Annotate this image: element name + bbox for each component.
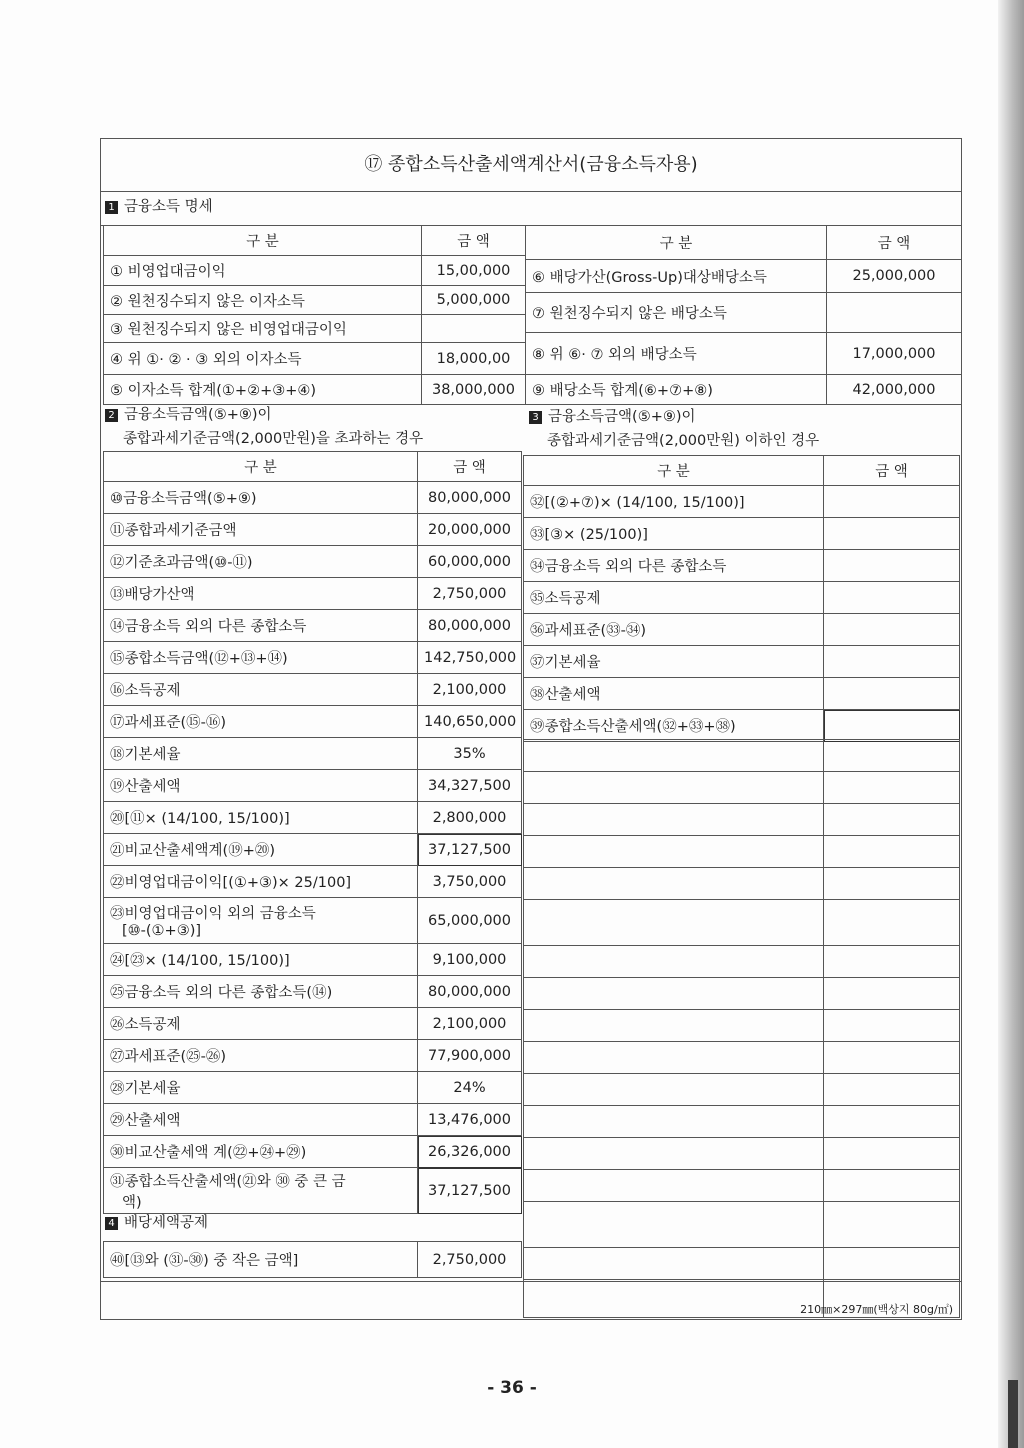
row-label — [524, 710, 824, 742]
blank-cell — [524, 804, 824, 836]
row-label-text: ⑥ 배당가산(Gross-Up)대상배당소득 — [532, 269, 767, 286]
row-amount — [824, 550, 960, 582]
section-4-table — [103, 1241, 522, 1278]
row-amount: 24% — [418, 1072, 522, 1104]
blank-cell — [824, 946, 960, 978]
row-label — [524, 582, 824, 614]
row-amount — [422, 315, 526, 343]
blank-row — [524, 804, 960, 836]
row-amount: 142,750,000 — [418, 642, 522, 674]
row-amount: 35% — [418, 738, 522, 770]
row-amount: 25,000,000 — [827, 260, 962, 293]
row-label — [104, 674, 418, 706]
section-3-line2: 종합과세기준금액(2,000만원) 이하인 경우 — [547, 433, 820, 449]
blank-cell — [524, 772, 824, 804]
section-2-number: 2 — [105, 409, 118, 422]
table-row — [104, 802, 522, 834]
blank-row — [524, 1170, 960, 1202]
row-amount: 15,00,000 — [422, 256, 526, 286]
blank-cell — [824, 1106, 960, 1138]
row-label — [104, 1072, 418, 1104]
table-row — [524, 710, 960, 742]
section-4-header — [105, 1213, 208, 1233]
row-label — [526, 375, 827, 405]
row-label-text: ㉖소득공제 — [110, 1017, 181, 1033]
row-amount — [824, 614, 960, 646]
table-row — [104, 514, 522, 546]
table-row — [524, 550, 960, 582]
table-row — [524, 646, 960, 678]
row-label-text: ㉒비영업대금이익[(①+③)× 25/100] — [110, 875, 352, 891]
section-3-header — [529, 407, 819, 451]
row-label — [104, 1040, 418, 1072]
row-amount: 80,000,000 — [418, 482, 522, 514]
row-amount — [824, 646, 960, 678]
row-label — [104, 375, 422, 405]
row-label — [104, 866, 418, 898]
row-amount: 26,326,000 — [418, 1136, 522, 1168]
table-row — [104, 578, 522, 610]
row-label — [104, 1104, 418, 1136]
row-label — [104, 898, 418, 944]
row-label — [104, 256, 422, 286]
blank-row — [524, 740, 960, 772]
blank-cell — [524, 946, 824, 978]
row-amount — [824, 582, 960, 614]
row-label — [104, 610, 418, 642]
row-amount: 60,000,000 — [418, 546, 522, 578]
blank-cell — [524, 740, 824, 772]
row-amount: 80,000,000 — [418, 976, 522, 1008]
col-header-amount: 금 액 — [827, 226, 962, 260]
section-4-number: 4 — [105, 1217, 118, 1230]
row-label-text: ⑱기본세율 — [110, 747, 181, 763]
table-row — [104, 706, 522, 738]
row-label-text: ⑬배당가산액 — [110, 587, 195, 603]
row-amount: 2,750,000 — [418, 578, 522, 610]
table-row — [104, 1104, 522, 1136]
blank-row — [524, 900, 960, 946]
row-label-text: ⑲산출세액 — [110, 779, 181, 795]
form-title: ⑰ 종합소득산출세액계산서(금융소득자용) — [101, 139, 961, 192]
row-label — [104, 706, 418, 738]
blank-cell — [524, 1248, 824, 1280]
table-row — [524, 582, 960, 614]
row-amount — [824, 678, 960, 710]
row-label-text: ④ 위 ①· ② · ③ 외의 이자소득 — [110, 352, 302, 368]
section-1-number: 1 — [105, 201, 118, 214]
row-label — [104, 343, 422, 375]
row-label: ㊵[⑬와 (㉛-㉚) 중 작은 금액] — [104, 1242, 418, 1278]
blank-cell — [824, 1138, 960, 1170]
row-label — [104, 1168, 418, 1214]
row-label-text: ㊳산출세액 — [530, 687, 601, 703]
row-amount: 9,100,000 — [418, 944, 522, 976]
row-label — [104, 802, 418, 834]
section-1-title: 금융소득 명세 — [124, 199, 213, 215]
tax-calculation-form — [100, 138, 962, 1320]
table-row — [104, 315, 526, 343]
row-label-text: ㉕금융소득 외의 다른 종합소득(⑭) — [110, 985, 333, 1001]
row-amount — [824, 486, 960, 518]
blank-row — [524, 978, 960, 1010]
table-row — [104, 1072, 522, 1104]
blank-cell — [524, 1106, 824, 1138]
col-header-amount: 금 액 — [824, 456, 960, 486]
row-label-text: ⑧ 위 ⑥· ⑦ 외의 배당소득 — [532, 347, 697, 363]
row-amount: 34,327,500 — [418, 770, 522, 802]
col-header-name: 구 분 — [524, 456, 824, 486]
blank-cell — [524, 1170, 824, 1202]
table-row — [104, 898, 522, 944]
row-label — [524, 678, 824, 710]
table-row — [104, 866, 522, 898]
col-header-amount: 금 액 — [422, 226, 526, 256]
row-label — [104, 976, 418, 1008]
blank-cell — [824, 804, 960, 836]
row-label-text: ㉚비교산출세액 계(㉒+㉔+㉙) — [110, 1145, 307, 1161]
col-header-name: 구 분 — [526, 226, 827, 260]
row-label-text: ⑤ 이자소득 합계(①+②+③+④) — [110, 383, 317, 399]
table-row — [526, 333, 962, 375]
section-3-table — [523, 455, 960, 742]
row-label-text-continued: [⑩-(①+③)] — [122, 923, 202, 939]
row-label-text: ③ 원천징수되지 않은 비영업대금이익 — [110, 322, 347, 338]
table-row — [526, 375, 962, 405]
table-row — [524, 678, 960, 710]
page-number: - 36 - — [487, 1378, 537, 1398]
blank-row — [524, 1042, 960, 1074]
table-row — [526, 293, 962, 333]
blank-cell — [524, 1074, 824, 1106]
blank-row — [524, 946, 960, 978]
blank-cell — [524, 836, 824, 868]
paper-spec-note: 210㎜×297㎜(백상지 80g/㎡) — [800, 1303, 953, 1316]
table-row — [524, 486, 960, 518]
row-amount — [827, 293, 962, 333]
table-row — [104, 944, 522, 976]
section-1-left-table — [103, 225, 526, 405]
row-label-text: ① 비영업대금이익 — [110, 264, 226, 280]
blank-row — [524, 1202, 960, 1248]
row-label — [104, 642, 418, 674]
blank-cell — [524, 868, 824, 900]
row-amount: 80,000,000 — [418, 610, 522, 642]
row-label-text: ⑰과세표준(⑮-⑯) — [110, 715, 227, 731]
row-label — [104, 770, 418, 802]
row-amount: 13,476,000 — [418, 1104, 522, 1136]
row-label-text: ㉟소득공제 — [530, 591, 601, 607]
blank-row — [524, 868, 960, 900]
row-label — [524, 646, 824, 678]
row-label — [524, 614, 824, 646]
row-label-text: ⑮종합소득금액(⑫+⑬+⑭) — [110, 651, 288, 667]
row-label — [524, 518, 824, 550]
section-3-line1: 금융소득금액(⑤+⑨)이 — [548, 409, 696, 425]
section-2-header — [105, 405, 423, 449]
row-label-text: ⑨ 배당소득 합계(⑥+⑦+⑧) — [532, 383, 713, 399]
row-label — [104, 482, 418, 514]
row-label-text: ㉙산출세액 — [110, 1113, 181, 1129]
row-label-text: ㊴종합소득산출세액(㉜+㉝+㊳) — [530, 719, 736, 735]
col-header-name: 구 분 — [104, 226, 422, 256]
section-2-line2: 종합과세기준금액(2,000만원)을 초과하는 경우 — [123, 431, 424, 447]
table-row — [524, 518, 960, 550]
row-label-text: ⑭금융소득 외의 다른 종합소득 — [110, 619, 307, 635]
row-label-text: ⑩금융소득금액(⑤+⑨) — [110, 491, 257, 507]
blank-row — [524, 1138, 960, 1170]
table-row — [104, 482, 522, 514]
row-label — [104, 1008, 418, 1040]
section-1-right-table — [525, 225, 962, 405]
blank-row — [524, 1248, 960, 1280]
blank-row — [524, 772, 960, 804]
row-label-text-continued: 액) — [122, 1194, 142, 1211]
row-label — [104, 578, 418, 610]
row-label-text: ㉓비영업대금이익 외의 금융소득 — [110, 906, 316, 922]
row-label-text: ㉜[(②+⑦)× (14/100, 15/100)] — [530, 495, 745, 511]
blank-cell — [824, 900, 960, 946]
table-row — [104, 256, 526, 286]
table-row — [104, 1136, 522, 1168]
section-3-number: 3 — [529, 411, 542, 424]
row-label — [104, 546, 418, 578]
row-label — [526, 260, 827, 293]
row-amount: 18,000,00 — [422, 343, 526, 375]
blank-cell — [524, 978, 824, 1010]
row-label-text: ㊱과세표준(㉝-㉞) — [530, 623, 647, 639]
table-row — [104, 375, 526, 405]
section-4-title: 배당세액공제 — [124, 1215, 209, 1231]
table-row — [104, 1040, 522, 1072]
blank-row — [524, 836, 960, 868]
row-label-text: ㉝[③× (25/100)] — [530, 527, 648, 543]
table-row — [104, 286, 526, 315]
table-row — [104, 343, 526, 375]
blank-cell — [824, 836, 960, 868]
section-3-blank-grid — [523, 739, 960, 1318]
divider — [101, 1281, 961, 1282]
section-2-table — [103, 451, 522, 1214]
blank-cell — [824, 772, 960, 804]
blank-cell — [824, 1202, 960, 1248]
page-edge-shadow — [998, 0, 1024, 1448]
table-row — [104, 674, 522, 706]
blank-cell — [824, 1042, 960, 1074]
row-amount: 17,000,000 — [827, 333, 962, 375]
blank-cell — [524, 1280, 824, 1318]
row-label — [526, 293, 827, 333]
row-label-text: ㊲기본세율 — [530, 655, 601, 671]
row-label-text: ㉗과세표준(㉕-㉖) — [110, 1049, 227, 1065]
row-label — [104, 738, 418, 770]
row-label-text: ㉘기본세율 — [110, 1081, 181, 1097]
blank-cell — [524, 1042, 824, 1074]
blank-cell — [524, 900, 824, 946]
row-label-text: ㉔[㉓× (14/100, 15/100)] — [110, 953, 290, 969]
row-label — [524, 486, 824, 518]
row-amount: 2,750,000 — [418, 1242, 522, 1278]
col-header-name: 구 분 — [104, 452, 418, 482]
row-label-text: ⑳[⑪× (14/100, 15/100)] — [110, 811, 290, 827]
col-header-amount: 금 액 — [418, 452, 522, 482]
blank-cell — [524, 1138, 824, 1170]
row-amount: 38,000,000 — [422, 375, 526, 405]
row-label — [104, 514, 418, 546]
row-label — [104, 1136, 418, 1168]
row-label — [524, 550, 824, 582]
table-row — [104, 1168, 522, 1214]
row-amount: 77,900,000 — [418, 1040, 522, 1072]
row-label-text: ⑯소득공제 — [110, 683, 181, 699]
table-row — [104, 610, 522, 642]
row-label — [104, 834, 418, 866]
blank-row — [524, 1074, 960, 1106]
row-amount: 3,750,000 — [418, 866, 522, 898]
blank-cell — [824, 868, 960, 900]
row-label — [104, 286, 422, 315]
row-amount: 5,000,000 — [422, 286, 526, 315]
blank-cell — [524, 1202, 824, 1248]
row-label-text: ㉞금융소득 외의 다른 종합소득 — [530, 559, 727, 575]
blank-cell — [824, 1248, 960, 1280]
table-row — [104, 642, 522, 674]
row-label — [104, 944, 418, 976]
table-row — [104, 770, 522, 802]
row-label-text: ⑫기준초과금액(⑩-⑪) — [110, 555, 253, 571]
row-amount: 2,100,000 — [418, 1008, 522, 1040]
blank-row — [524, 1106, 960, 1138]
table-row — [526, 260, 962, 293]
row-label-text: ㉛종합소득산출세액(㉑와 ㉚ 중 큰 금 — [110, 1173, 346, 1190]
table-row — [104, 546, 522, 578]
row-amount: 37,127,500 — [418, 1168, 522, 1214]
table-row — [104, 834, 522, 866]
blank-cell — [824, 978, 960, 1010]
section-2-line1: 금융소득금액(⑤+⑨)이 — [124, 407, 272, 423]
table-row — [104, 738, 522, 770]
row-amount — [824, 710, 960, 742]
row-amount — [824, 518, 960, 550]
row-label-text: ㉑비교산출세액계(⑲+⑳) — [110, 843, 276, 859]
row-label — [104, 315, 422, 343]
table-row — [524, 614, 960, 646]
row-amount: 20,000,000 — [418, 514, 522, 546]
section-1-header — [105, 197, 213, 217]
row-amount: 37,127,500 — [418, 834, 522, 866]
blank-cell — [524, 1010, 824, 1042]
row-label-text: ⑦ 원천징수되지 않은 배당소득 — [532, 306, 727, 322]
row-amount: 42,000,000 — [827, 375, 962, 405]
row-label-text: ② 원천징수되지 않은 이자소득 — [110, 293, 305, 310]
table-row — [104, 1008, 522, 1040]
blank-cell — [824, 1170, 960, 1202]
row-label — [526, 333, 827, 375]
blank-row — [524, 1010, 960, 1042]
table-row — [104, 1242, 522, 1278]
row-amount: 2,100,000 — [418, 674, 522, 706]
row-label-text: ⑪종합과세기준금액 — [110, 523, 237, 539]
table-row — [104, 976, 522, 1008]
row-amount: 65,000,000 — [418, 898, 522, 944]
row-amount: 140,650,000 — [418, 706, 522, 738]
row-amount: 2,800,000 — [418, 802, 522, 834]
blank-cell — [824, 1010, 960, 1042]
blank-cell — [824, 1074, 960, 1106]
blank-cell — [824, 740, 960, 772]
